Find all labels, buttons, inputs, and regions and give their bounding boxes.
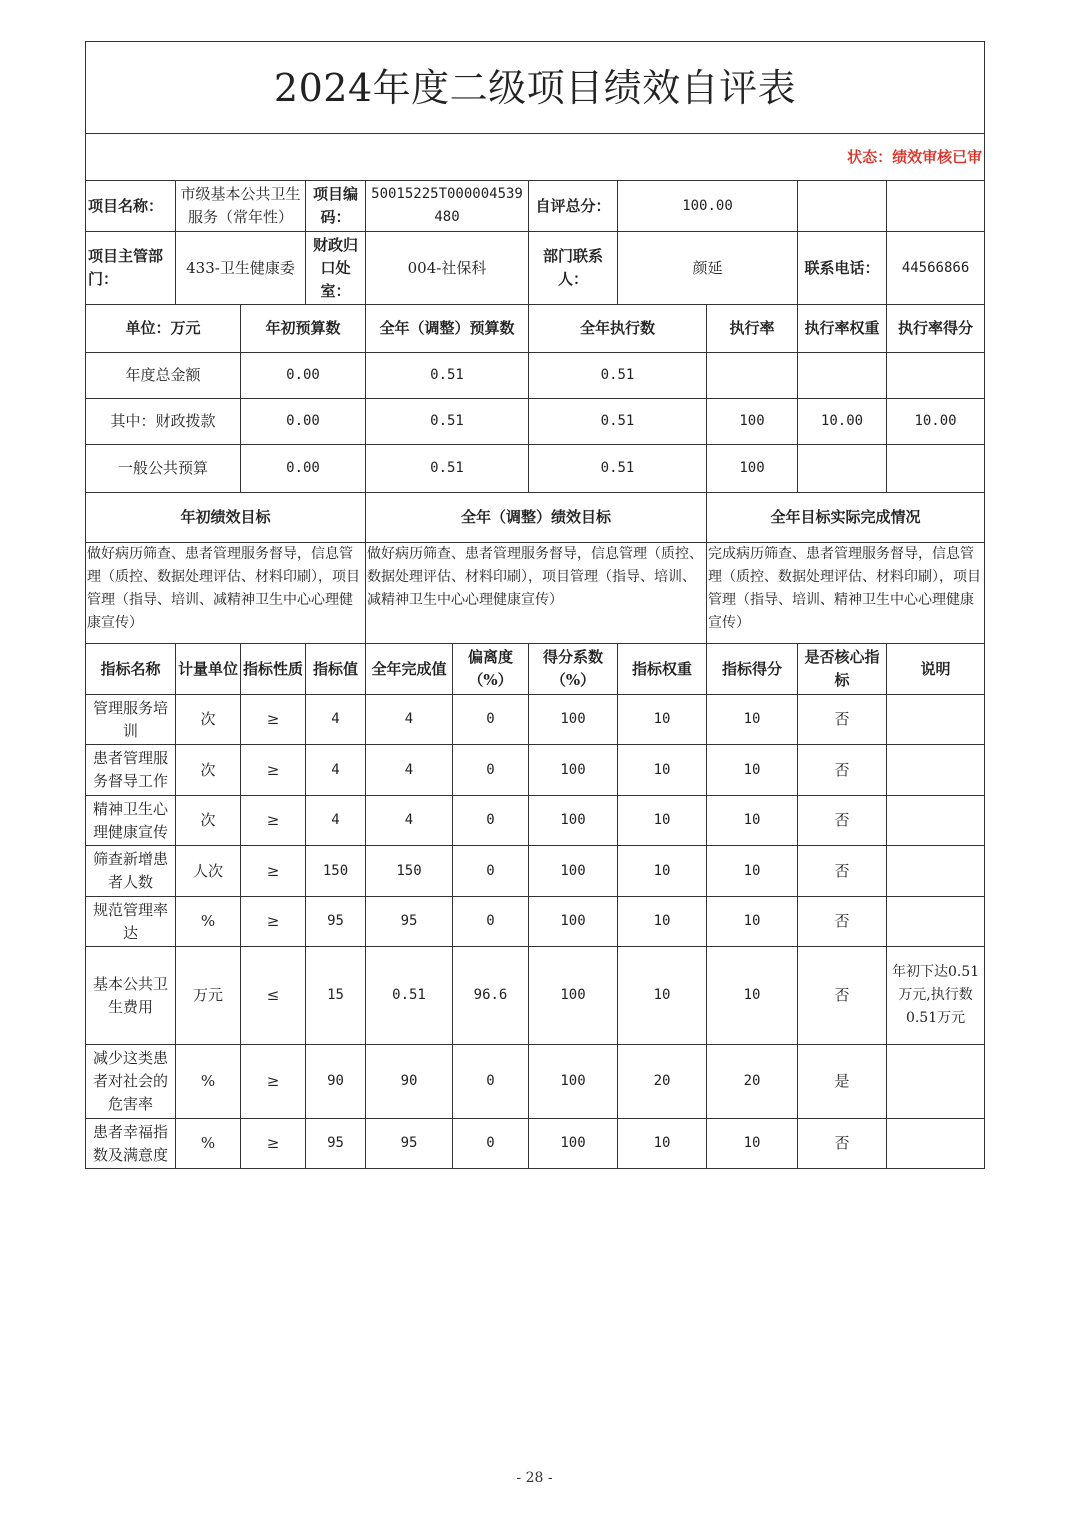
indicator-cell: %	[176, 897, 241, 947]
indicator-cell: 10	[707, 796, 798, 846]
indicator-cell: %	[176, 1119, 241, 1169]
goal-text-actual: 完成病历筛查、患者管理服务督导，信息管理（质控、数据处理评估、材料印刷），项目管理（指导、培训、精神卫生中心心理健康宣传）	[707, 543, 985, 644]
indicator-cell	[887, 796, 985, 846]
budget-cell: 0.51	[529, 399, 707, 445]
indicator-cell: 否	[798, 745, 887, 796]
indicator-row	[86, 1045, 985, 1119]
finance-label: 财政归口处室：	[306, 232, 366, 305]
budget-row	[86, 445, 985, 493]
indicator-cell	[887, 745, 985, 796]
indicator-header: 计量单位	[176, 644, 241, 695]
project-name-value: 市级基本公共卫生服务（常年性）	[176, 181, 306, 232]
indicator-header: 指标名称	[86, 644, 176, 695]
indicator-cell: 150	[366, 846, 453, 897]
indicator-cell: 4	[306, 695, 366, 745]
budget-cell	[798, 445, 887, 493]
budget-cell: 10.00	[798, 399, 887, 445]
budget-cell: 0.00	[241, 353, 366, 399]
indicator-cell: 10	[618, 695, 707, 745]
indicator-cell: ≤	[241, 947, 306, 1045]
indicator-cell: 0	[453, 745, 529, 796]
indicator-header: 全年完成值	[366, 644, 453, 695]
indicator-cell: 20	[707, 1045, 798, 1119]
indicator-cell: 筛查新增患者人数	[86, 846, 176, 897]
page-number: - 28 -	[516, 1470, 553, 1486]
indicator-cell: 10	[707, 846, 798, 897]
indicator-cell: 10	[707, 1119, 798, 1169]
budget-cell: 0.00	[241, 399, 366, 445]
self-evaluation-table	[85, 41, 985, 1169]
indicator-row	[86, 947, 985, 1045]
budget-header-unit: 单位：万元	[86, 305, 241, 353]
indicator-cell: 4	[366, 745, 453, 796]
indicator-header: 说明	[887, 644, 985, 695]
indicator-cell: 万元	[176, 947, 241, 1045]
score-label: 自评总分：	[529, 181, 618, 232]
budget-cell: 10.00	[887, 399, 985, 445]
indicator-cell: 减少这类患者对社会的危害率	[86, 1045, 176, 1119]
indicator-cell: 10	[618, 745, 707, 796]
budget-cell: 100	[707, 399, 798, 445]
indicator-cell	[887, 1119, 985, 1169]
indicator-cell: 95	[366, 1119, 453, 1169]
budget-header-rate: 执行率	[707, 305, 798, 353]
indicator-cell: ≥	[241, 745, 306, 796]
indicator-header: 是否核心指标	[798, 644, 887, 695]
indicator-cell: 100	[529, 745, 618, 796]
phone-value: 44566866	[887, 232, 985, 305]
budget-cell: 0.51	[366, 399, 529, 445]
indicator-cell: 150	[306, 846, 366, 897]
indicator-cell: 是	[798, 1045, 887, 1119]
indicator-cell: 次	[176, 745, 241, 796]
indicator-header: 指标权重	[618, 644, 707, 695]
indicator-cell: 10	[707, 897, 798, 947]
budget-cell: 0.51	[529, 445, 707, 493]
goal-header-actual: 全年目标实际完成情况	[707, 493, 985, 543]
budget-cell: 0.51	[366, 353, 529, 399]
indicator-cell: 0	[453, 695, 529, 745]
indicator-cell: 95	[306, 897, 366, 947]
empty-cell	[887, 181, 985, 232]
indicator-cell: 90	[306, 1045, 366, 1119]
indicator-cell: 4	[306, 745, 366, 796]
budget-header-executed: 全年执行数	[529, 305, 707, 353]
indicator-cell: 10	[707, 947, 798, 1045]
indicator-row	[86, 745, 985, 796]
indicator-cell: 95	[306, 1119, 366, 1169]
indicator-cell: 10	[618, 846, 707, 897]
indicator-cell: 规范管理率达	[86, 897, 176, 947]
indicator-cell: ≥	[241, 695, 306, 745]
budget-cell	[887, 353, 985, 399]
budget-header-initial: 年初预算数	[241, 305, 366, 353]
indicator-cell	[887, 846, 985, 897]
indicator-cell: 精神卫生心理健康宣传	[86, 796, 176, 846]
finance-value: 004-社保科	[366, 232, 529, 305]
indicator-cell: 否	[798, 796, 887, 846]
contact-value: 颜延	[618, 232, 798, 305]
indicator-cell: 100	[529, 1045, 618, 1119]
indicator-cell: ≥	[241, 1119, 306, 1169]
indicator-cell: 100	[529, 796, 618, 846]
indicator-cell: %	[176, 1045, 241, 1119]
indicator-cell: 否	[798, 897, 887, 947]
indicator-row	[86, 796, 985, 846]
indicator-note: 年初下达0.51万元,执行数0.51万元	[887, 947, 985, 1045]
budget-cell: 100	[707, 445, 798, 493]
indicator-header: 指标得分	[707, 644, 798, 695]
status-text: 状态：绩效审核已审	[86, 134, 985, 181]
indicator-cell: 20	[618, 1045, 707, 1119]
indicator-row	[86, 695, 985, 745]
indicator-cell: 否	[798, 947, 887, 1045]
indicator-header: 得分系数（%）	[529, 644, 618, 695]
indicator-cell: 100	[529, 897, 618, 947]
budget-cell: 0.51	[366, 445, 529, 493]
indicator-cell: 95	[366, 897, 453, 947]
indicator-header: 指标值	[306, 644, 366, 695]
budget-cell: 0.51	[529, 353, 707, 399]
contact-label: 部门联系人：	[529, 232, 618, 305]
indicator-cell: ≥	[241, 1045, 306, 1119]
indicator-cell: 4	[366, 796, 453, 846]
indicator-cell: 96.6	[453, 947, 529, 1045]
indicator-cell: 10	[707, 745, 798, 796]
indicator-cell: 100	[529, 947, 618, 1045]
indicator-cell	[887, 897, 985, 947]
project-name-label: 项目名称：	[86, 181, 176, 232]
indicator-cell: 患者管理服务督导工作	[86, 745, 176, 796]
indicator-cell: 0.51	[366, 947, 453, 1045]
indicator-cell: ≥	[241, 897, 306, 947]
indicator-cell: 0	[453, 796, 529, 846]
budget-cell: 年度总金额	[86, 353, 241, 399]
indicator-row	[86, 897, 985, 947]
indicator-cell: 0	[453, 897, 529, 947]
indicator-cell: ≥	[241, 846, 306, 897]
indicator-cell	[887, 1045, 985, 1119]
indicator-cell: 100	[529, 695, 618, 745]
indicator-row	[86, 1119, 985, 1169]
indicator-cell: 0	[453, 846, 529, 897]
dept-value: 433-卫生健康委	[176, 232, 306, 305]
budget-cell	[887, 445, 985, 493]
score-value: 100.00	[618, 181, 798, 232]
indicator-cell: 100	[529, 846, 618, 897]
indicator-cell: 15	[306, 947, 366, 1045]
indicator-cell: 管理服务培训	[86, 695, 176, 745]
page-title: 2024年度二级项目绩效自评表	[86, 42, 985, 134]
dept-label: 项目主管部门：	[86, 232, 176, 305]
indicator-cell: 患者幸福指数及满意度	[86, 1119, 176, 1169]
indicator-cell: 90	[366, 1045, 453, 1119]
indicator-cell: 4	[306, 796, 366, 846]
budget-cell	[798, 353, 887, 399]
goal-header-initial: 年初绩效目标	[86, 493, 366, 543]
indicator-cell: 次	[176, 796, 241, 846]
project-code-label: 项目编码：	[306, 181, 366, 232]
goal-text-adjusted: 做好病历筛查、患者管理服务督导，信息管理（质控、数据处理评估、材料印刷），项目管理（指导、培训、减精神卫生中心心理健康宣传）	[366, 543, 707, 644]
project-code-value: 50015225T000004539480	[366, 181, 529, 232]
indicator-cell: 次	[176, 695, 241, 745]
budget-cell: 一般公共预算	[86, 445, 241, 493]
indicator-cell: 否	[798, 695, 887, 745]
indicator-cell: 10	[618, 796, 707, 846]
indicator-cell	[887, 695, 985, 745]
indicator-cell: 人次	[176, 846, 241, 897]
indicator-cell: 10	[618, 947, 707, 1045]
indicator-cell: 10	[707, 695, 798, 745]
budget-cell: 0.00	[241, 445, 366, 493]
budget-header-rate-score: 执行率得分	[887, 305, 985, 353]
goal-text-initial: 做好病历筛查、患者管理服务督导，信息管理（质控、数据处理评估、材料印刷），项目管理（指导、培训、减精神卫生中心心理健康宣传）	[86, 543, 366, 644]
indicator-cell: 0	[453, 1045, 529, 1119]
budget-header-adjusted: 全年（调整）预算数	[366, 305, 529, 353]
indicator-cell: 否	[798, 846, 887, 897]
phone-label: 联系电话：	[798, 232, 887, 305]
indicator-cell: 否	[798, 1119, 887, 1169]
empty-cell	[798, 181, 887, 232]
budget-cell: 其中：财政拨款	[86, 399, 241, 445]
budget-cell	[707, 353, 798, 399]
budget-row	[86, 399, 985, 445]
indicator-cell: ≥	[241, 796, 306, 846]
budget-header-rate-weight: 执行率权重	[798, 305, 887, 353]
indicator-cell: 0	[453, 1119, 529, 1169]
indicator-header: 指标性质	[241, 644, 306, 695]
indicator-cell: 10	[618, 897, 707, 947]
budget-row	[86, 353, 985, 399]
indicator-row	[86, 846, 985, 897]
indicator-cell: 100	[529, 1119, 618, 1169]
indicator-cell: 4	[366, 695, 453, 745]
indicator-cell: 基本公共卫生费用	[86, 947, 176, 1045]
indicator-cell: 10	[618, 1119, 707, 1169]
goal-header-adjusted: 全年（调整）绩效目标	[366, 493, 707, 543]
indicator-header: 偏离度（%）	[453, 644, 529, 695]
